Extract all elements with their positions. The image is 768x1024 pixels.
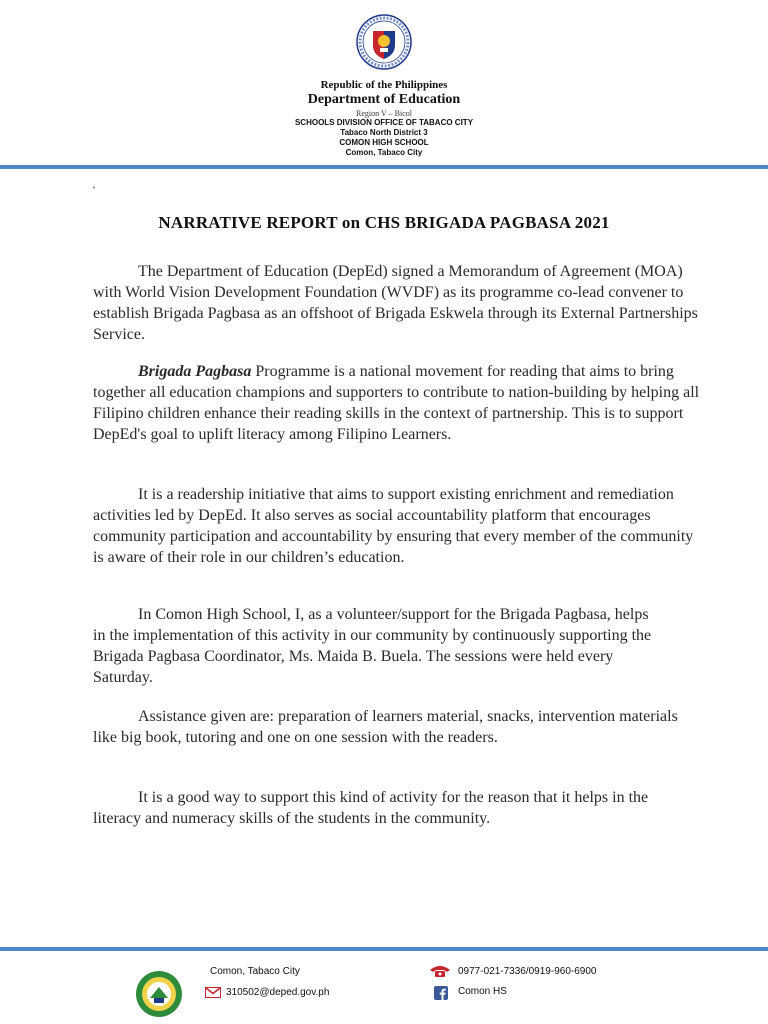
footer-email[interactable]: 310502@deped.gov.ph bbox=[226, 987, 330, 998]
header-divider bbox=[0, 165, 768, 169]
paragraph-2-lead: Brigada Pagbasa bbox=[138, 363, 252, 380]
paragraph-2 bbox=[93, 361, 711, 445]
region-line: Region V – Bicol bbox=[356, 109, 412, 118]
telephone-icon bbox=[428, 964, 452, 978]
paragraph-4: In Comon High School, I, as a volunteer/support for the Brigada Pagbasa, helps in the implementation of this activity in our community by continuously supporting the Brigada Pagbasa Coordinator, Ms. Maida B. Buela. The sessions were held every Saturday. bbox=[93, 606, 652, 686]
facebook-icon bbox=[434, 986, 448, 1000]
deped-seal-icon bbox=[356, 14, 412, 70]
school-logo-icon bbox=[135, 970, 183, 1018]
report-title: NARRATIVE REPORT on CHS BRIGADA PAGBASA 2021 bbox=[158, 213, 610, 232]
stray-mark: ` bbox=[92, 184, 96, 198]
division-line: SCHOOLS DIVISION OFFICE OF TABACO CITY bbox=[294, 118, 474, 127]
paragraph-1: The Department of Education (DepEd) signed a Memorandum of Agreement (MOA) with World Vision Development Foundation (WVDF) as its programme co-lead convener to establish Brigada Pagbasa as an offshoot of Brigada Eskwela through its External Partnerships Service. bbox=[93, 263, 698, 343]
school-location: Comon, Tabaco City bbox=[345, 148, 423, 157]
footer-divider bbox=[0, 947, 768, 951]
paragraph-6: It is a good way to support this kind of activity for the reason that it helps in the literacy and numeracy skills of the students in the community. bbox=[93, 789, 649, 827]
school-name: COMON HIGH SCHOOL bbox=[339, 138, 429, 147]
footer-phone: 0977-021-7336/0919-960-6900 bbox=[458, 966, 597, 977]
paragraph-3: It is a readership initiative that aims to support existing enrichment and remediation activities led by DepEd. It also serves as social accountability platform that encourages community participation and accountability by ensuring that every member of the community is aware of their role in our children’s education. bbox=[93, 486, 694, 566]
republic-line: Republic of the Philippines bbox=[320, 79, 448, 91]
paragraph-2-body: Programme is a national movement for reading that aims to bring together all education champions and supporters to contribute to nation-building by helping all Filipino children enhance their reading skills in the context of partnership. This is to support DepEd's goal to uplift literacy among Filipino Learners. bbox=[93, 363, 700, 443]
district-line: Tabaco North District 3 bbox=[340, 128, 428, 137]
paragraph-5: Assistance given are: preparation of learners material, snacks, intervention materials like big book, tutoring and one on one session with the readers. bbox=[93, 708, 678, 746]
footer-city: Comon, Tabaco City bbox=[210, 966, 300, 977]
department-name: Department of Education bbox=[307, 92, 461, 107]
footer-facebook[interactable]: Comon HS bbox=[458, 986, 507, 997]
gmail-icon bbox=[205, 987, 221, 998]
